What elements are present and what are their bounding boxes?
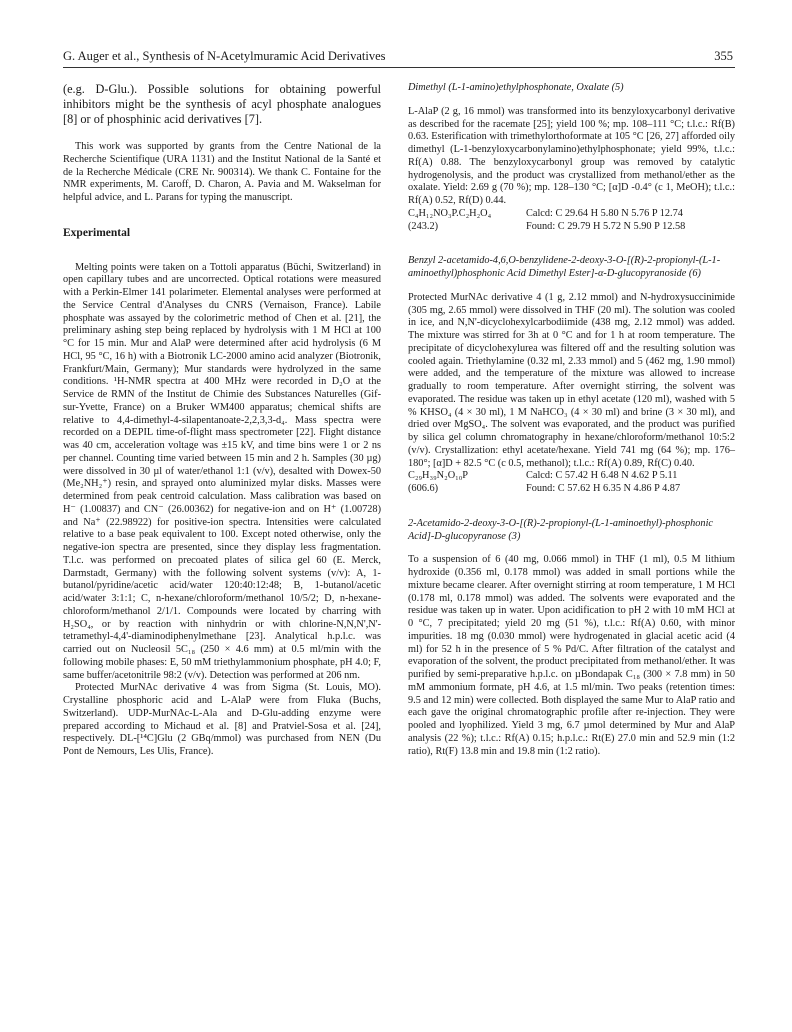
compound5-found: Found: C 29.79 H 5.72 N 5.90 P 12.58 [526, 220, 686, 232]
acknowledgements: This work was supported by grants from the Centre National de la Recherche Scientifique (URA 1131) and the Institut National de la Santé et de la Recherche Médicale (CRE Nr. 900314). We thank C. Fontaine for the NMR experiments, M. Caroff, D. Charon, A. Pavia and M. Wakselman for helpful advice, and L. Parans for typing the manuscript. [63, 141, 381, 203]
left-column [63, 82, 381, 759]
compound6-analysis [408, 470, 735, 496]
compound3-title: 2-Acetamido-2-deoxy-3-O-[(R)-2-propionyl-(L-1-aminoethyl)-phosphonic Acid]-D-glucopyranose (3) [408, 517, 713, 542]
compound6-mw: (606.6) [408, 483, 439, 494]
section-heading-experimental: Experimental [63, 226, 131, 239]
right-column [408, 82, 735, 758]
compound6-calcd: Calcd: C 57.42 H 6.48 N 4.62 P 5.11 [526, 470, 678, 482]
compound6-title: Benzyl 2-acetamido-4,6,O-benzylidene-2-deoxy-3-O-[(R)-2-propionyl-(L-1-aminoethyl)phosphonic Acid Dimethyl Ester]-α-D-glucopyranoside (6) [408, 255, 721, 279]
intro-continuation: (e.g. D-Glu.). Possible solutions for obtaining powerful inhibitors might be the synthesis of acyl phosphate analogues [8] or of phosphinic acid derivatives [7]. [63, 82, 381, 126]
compound5-title: Dimethyl (L-1-amino)ethylphosphonate, Oxalate (5) [408, 82, 624, 93]
running-header [63, 47, 735, 68]
compound3-text: To a suspension of 6 (40 mg, 0.066 mmol) in THF (1 ml), 0.5 M lithium hydroxide (0.356 ml, 0.178 mmol) was added in small portions while the mixture became clearer. After overnight stirring at room temperature, 1 M HCl (0.178 ml, 0.178 mmol) was added. The solvents were evaporated and the residue was taken up in water. Upon acidification to pH 2 with 10 mM HCl at 0 °C, 7 precipitated; yield 20 mg (51 %), t.l.c.: Rf(A) 0.60, with minor impurities. 18 mg (0.030 mmol) were hydrogenated in glacial acetic acid (4 ml) for 52 h in the presence of 5 % Pd/C. After filtration of the catalyst and evaporation of the solvent, the product precipitated from methanol/ether. It was purified by semi-preparative h.p.l.c. on µBondapak C₁₈ (300 × 7.8 mm) in 50 mM ammonium formate, pH 4.6, at 1.5 ml/min. Two peaks (retention times: 9.5 and 12 min) were collected. Both displayed the same Mur to AlaP ratio and each gave the original chromatographic profile after re-injection. They were pooled and lyophilized. Yield 3 mg, 6.7 µmol determined by Mur and AlaP analysis (22 %); t.l.c.: Rf(A) 0.15; h.p.l.c.: Rt(E) 27.0 min and 52.9 min (1:2 ratio), Rt(F) 13.8 min and 19.8 min (1:2 ratio). [408, 554, 735, 757]
experimental-paragraph: Melting points were taken on a Tottoli apparatus (Büchi, Switzerland) in open capillary tubes and are uncorrected. Optical rotations were measured with a Perkin-Elmer 141 polarimeter. Elemental analyses were performed at the Service Central d'Analyses du CNRS (Vernaison, France). Labile phosphate was assayed by the colorimetric method of Chen et al. [21], the preliminary ashing step being replaced by hydrolysis with 1 M HCl at 100 °C for 15 min. Mur and AlaP were determined after acid hydrolysis (6 M HCl, 95 °C, 16 h) with a Biotronik LC-2000 amino acid analyzer (Biotronik, Frankfurt/Main, Germany); Mur standards were hydrolyzed in the same conditions. ¹H-NMR spectra at 400 MHz were recorded in D₂O at the Service de RMN of the Institut de Chimie des Substances Naturelles (Gif-sur-Yvette, France) on a Bruker WM400 apparatus; chemical shifts are relative to 4,4-dimethyl-4-silapentanoate-2,2,3,3-d₄. Mass spectra were recorded on a DEPIL time-of-flight mass spectrometer [22]. Flight distance was 40 cm, acceleration voltage was ±15 kV, and time bins were 1 or 2 ns per channel. Counting time varied between 15 min and 2 h. Samples (30 µg) were dissolved in 30 µl of water/ethanol 1:1 (v/v), desalted with Dowex-50 (Me₂NH₂⁺) resin, and sprayed onto aluminized mylar disks. Masses were determined from peak centroid calculation. Mass calibration was based on H⁻ (1.00837) and CN⁻ (26.00362) for negative-ion and on H⁺ (1.00728) and Na⁺ (22.98922) for positive-ion spectra. Intensities were calculated relative to a base peak equivalent to 100. Except noted otherwise, only the negative-ion spectra are presented, since they display less fragmentation. T.l.c. was performed on precoated plates of silica gel 60 (E. Merck, Darmstadt, Germany) with the following solvent systems (v/v): A, 1-butanol/pyridine/acetic acid/water 120:40:12:48; B, 1-butanol/acetic acid/water 3:1:1; C, n-hexane/chloroform/methanol 10/5/2; D, n-hexane-chloroform/methanol 2/1/1. Compounds were located by charring with H₂SO₄, or by reaction with ninhydrin or with chlorine-N,N,N',N'-tetramethyl-4,4'-diaminodiphenylmethane [23]. Analytical h.p.l.c. was carried out on Nucleosil 5C₁₈ (250 × 4.6 mm) at 0.5 ml/min with the following mobile phases: E, 50 mM triethylammonium phosphate, pH 4.0; F, same buffer/acetonitrile 98:2 (v/v). Detection was performed at 206 nm. [63, 261, 381, 681]
compound5-formula: C₄H₁₂NO₃P.C₂H₂O₄ [408, 207, 492, 219]
page-number: 355 [714, 49, 733, 63]
materials-paragraph: Protected MurNAc derivative 4 was from Sigma (St. Louis, MO). Crystalline phosphoric acid and L-AlaP were from Fluka (Buchs, Switzerland). UDP-MurNAc-L-Ala and D-Glu-adding enzyme were prepared according to Michaud et al. [8] and Pratviel-Sosa et al. [24], respectively. DL-[¹⁴C]Glu (2 GBq/mmol) was purchased from NEN (Du Pont de Nemours, Les Ulis, France). [63, 682, 381, 757]
compound5-analysis [408, 208, 735, 234]
compound5-mw: (243.2) [408, 220, 439, 232]
compound5-text: L-AlaP (2 g, 16 mmol) was transformed into its benzyloxycarbonyl derivative as described for the racemate [25]; yield 100 %; mp. 108–111 °C; t.l.c.: Rf(B) 0.63. Esterification with trimethylorthoformate at 105 °C [26, 27] afforded oily dimethyl (L-1-benzyloxycarbonylamino)ethylphosphonate; yield 99%, t.l.c.: Rf(A) 0.88. The benzyloxycarbonyl group was removed by catalytic hydrogenolysis, and the product was crystallized from methanol/ether as the oxalate. Yield: 2.69 g (70 %); mp. 128–130 °C; [α]D -0.4° (c 1, MeOH); t.l.c.: Rf(A) 0.52, Rf(D) 0.44. [408, 105, 735, 206]
compound5-calcd: Calcd: C 29.64 H 5.80 N 5.76 P 12.74 [526, 207, 683, 219]
compound6-found: Found: C 57.62 H 6.35 N 4.86 P 4.87 [526, 483, 681, 494]
compound6-text: Protected MurNAc derivative 4 (1 g, 2.12 mmol) and N-hydroxysuccinimide (305 mg, 2.65 mmol) were dissolved in THF (20 ml). The solution was cooled in ice, and N,N'-dicyclohexylcarbodiimide (438 mg, 2.12 mmol) was added. The mixture was stirred for 3h at 0 °C and for 1 h at room temperature. The precipitate of dicyclohexylurea was filtered off and the resulting solution was cooled again. Triethylamine (0.32 ml, 2.33 mmol) and 5 (462 mg, 1.90 mmol) were added, and the temperature of the mixture was allowed to increase gradually to room temperature. After overnight stirring, the solvent was evaporated. The residue was taken up in ethyl acetate (120 ml), washed with 5 % KHSO₄ (4 × 30 ml), 1 M NaHCO₃ (4 × 30 ml) and brine (3 × 30 ml), and dried over MgSO₄. The solvent was evaporated, and the product was purified by silica gel column chromatography in hexane/chloroform/methanol 10:5:2 (v/v). Crystallization: ethyl acetate/hexane. Yield 741 mg (64 %); mp. 176–180°; [α]D + 82.5 °C (c 0.5, methanol); t.l.c.: Rf(A) 0.89, Rf(C) 0.40. [408, 291, 735, 469]
compound6-formula: C₂₉H₃₉N₂O₁₀P [408, 470, 469, 482]
running-title: G. Auger et al., Synthesis of N-Acetylmuramic Acid Derivatives [63, 49, 386, 63]
